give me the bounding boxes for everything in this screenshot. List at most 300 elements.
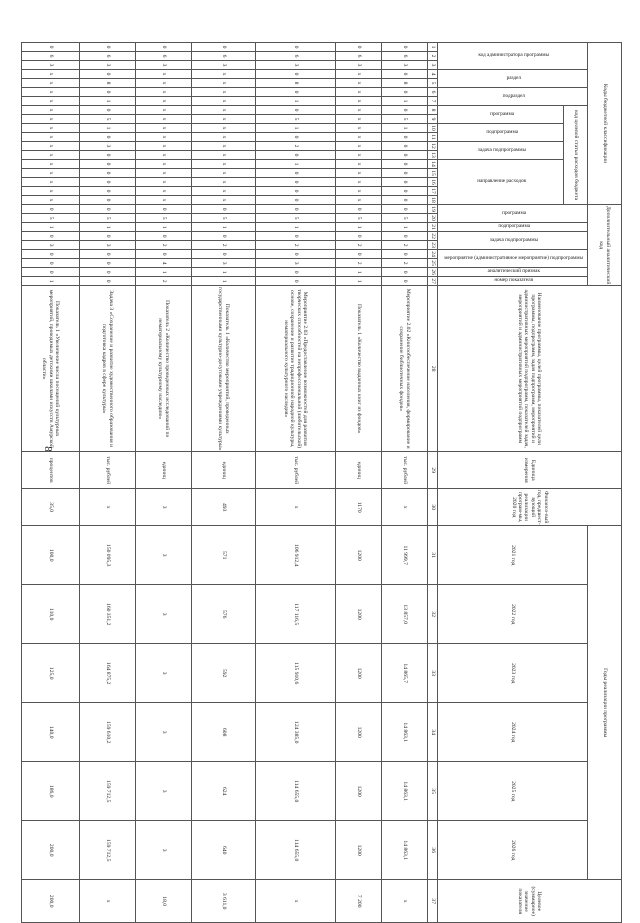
code-digit: x <box>22 88 80 97</box>
code-digit: x <box>136 124 192 133</box>
code-digit: 8 <box>382 79 428 88</box>
column-number: 18 <box>428 196 438 205</box>
rotated-page <box>41 42 622 916</box>
row-year-value: 3 <box>136 644 192 703</box>
code-digit: 2 <box>256 241 336 250</box>
code-digit: 3 <box>192 259 256 268</box>
code-digit: 0 <box>256 106 336 115</box>
code-digit: 0 <box>256 178 336 187</box>
code-digit: 1 <box>192 268 256 277</box>
code-digit: 2 <box>136 241 192 250</box>
column-numbers-row <box>428 43 438 923</box>
column-number: 15 <box>428 169 438 178</box>
row-final-value: x <box>256 880 336 923</box>
code-digit: x <box>336 133 382 142</box>
code-digit: 3 <box>256 259 336 268</box>
code-digit: x <box>336 97 382 106</box>
row-year-value: 1200 <box>336 703 382 762</box>
code-digit: 1 <box>80 124 136 133</box>
code-digit: x <box>136 106 192 115</box>
code-digit: 3 <box>80 142 136 151</box>
code-digit: 2 <box>192 241 256 250</box>
code-digit: 1 <box>80 223 136 232</box>
code-digit: 1 <box>256 124 336 133</box>
column-number: 31 <box>428 526 438 585</box>
row-name: Мероприятие 2.02 «Книгообеспечение населения, формирование и сохранение библиотечных фондов» <box>382 286 428 452</box>
code-digit: 1 <box>382 223 428 232</box>
code-digit: x <box>336 70 382 79</box>
code-digit: 5 <box>22 214 80 223</box>
row-year-value: 3 <box>136 762 192 821</box>
code-digit: 0 <box>256 151 336 160</box>
code-digit: 1 <box>256 160 336 169</box>
code-digit: 0 <box>382 151 428 160</box>
row-year-value: 1200 <box>336 526 382 585</box>
row-year-value: 100,0 <box>22 526 80 585</box>
column-number: 4 <box>428 70 438 79</box>
row-name: Задача 3 «Сохранение и развитие художественного образования и подготовка кадров в сфере культуры» <box>80 286 136 452</box>
code-digit: 0 <box>22 232 80 241</box>
code-digit: x <box>22 79 80 88</box>
code-digit: 0 <box>22 43 80 52</box>
code-digit: 0 <box>136 43 192 52</box>
code-digit: 3 <box>336 61 382 70</box>
code-digit: x <box>192 160 256 169</box>
code-digit: 0 <box>256 232 336 241</box>
column-number: 3 <box>428 61 438 70</box>
code-digit: 3 <box>136 61 192 70</box>
row-year-value: 640 <box>192 821 256 880</box>
code-digit: 6 <box>336 52 382 61</box>
code-digit: 0 <box>192 232 256 241</box>
code-digit: x <box>192 79 256 88</box>
name-column-header: Наименование программы, целей программы, показателей цели программы, подпрограмм, задач подпрограмм, мероприятий и административных мероприятий подпрограмм, показателей задач, мероприятий и административных мероприятий подпрограмм <box>438 286 622 452</box>
code-digit: x <box>136 97 192 106</box>
column-number: 28 <box>428 286 438 452</box>
row-year-value: 14 865,7 <box>382 644 428 703</box>
code-digit: 4 <box>136 259 192 268</box>
code-digit: 1 <box>256 97 336 106</box>
column-number: 11 <box>428 133 438 142</box>
code-digit: x <box>22 169 80 178</box>
code-digit: 5 <box>336 214 382 223</box>
code-digit: 2 <box>382 241 428 250</box>
column-number: 36 <box>428 821 438 880</box>
code-digit: x <box>22 142 80 151</box>
row-unit: единиц <box>136 452 192 489</box>
code-digit: 0 <box>256 250 336 259</box>
code-digit: x <box>136 178 192 187</box>
code-digit: 5 <box>80 214 136 223</box>
row-year-value: 186,0 <box>22 762 80 821</box>
code-digit: 3 <box>22 241 80 250</box>
row-year-value: 110,0 <box>22 585 80 644</box>
column-number: 21 <box>428 223 438 232</box>
year-2022-header: 2022 год <box>438 585 588 644</box>
row-year-value: 114 655,0 <box>256 821 336 880</box>
code-digit: x <box>336 124 382 133</box>
code-digit: 0 <box>382 196 428 205</box>
column-number: 1 <box>428 43 438 52</box>
code-digit: x <box>136 169 192 178</box>
row-year-value: 624 <box>192 762 256 821</box>
code-digit: x <box>336 142 382 151</box>
code-digit: 2 <box>336 241 382 250</box>
code-digit: x <box>192 70 256 79</box>
expense-direction-header: направление расходов <box>477 178 527 185</box>
row-year-value: 1200 <box>336 762 382 821</box>
row-year-value: 159 712,5 <box>80 821 136 880</box>
column-number: 37 <box>428 880 438 923</box>
column-number: 24 <box>428 250 438 259</box>
column-number: 5 <box>428 79 438 88</box>
column-number: 29 <box>428 452 438 489</box>
code-digit: 0 <box>80 232 136 241</box>
code-digit: x <box>336 196 382 205</box>
column-number: 23 <box>428 241 438 250</box>
code-digit: x <box>192 97 256 106</box>
final-value-column-header: Целевое (суммарное) значение показателя <box>438 880 622 923</box>
code-digit: x <box>192 169 256 178</box>
code-digit: 0 <box>256 88 336 97</box>
column-number: 7 <box>428 97 438 106</box>
code-digit: 0 <box>382 268 428 277</box>
code-digit: 0 <box>382 277 428 286</box>
column-number: 35 <box>428 762 438 821</box>
code-digit: 0 <box>80 250 136 259</box>
table-row <box>382 43 428 923</box>
code-digit: x <box>336 115 382 124</box>
code-digit: x <box>22 106 80 115</box>
year-2025-header: 2025 год <box>438 762 588 821</box>
row-unit: тыс. рублей <box>80 452 136 489</box>
code-digit: 0 <box>80 43 136 52</box>
code-digit: 0 <box>336 205 382 214</box>
unit-column-header: Единица измерения <box>438 452 622 489</box>
code-digit: x <box>192 187 256 196</box>
code-digit: x <box>336 160 382 169</box>
code-digit: 0 <box>256 187 336 196</box>
row-base-value: 1170 <box>336 489 382 526</box>
code-digit: 5 <box>80 115 136 124</box>
code-digit: 8 <box>256 79 336 88</box>
code-digit: 0 <box>382 187 428 196</box>
column-number: 13 <box>428 151 438 160</box>
code-digit: 0 <box>80 277 136 286</box>
code-digit: 0 <box>80 88 136 97</box>
code-digit: 0 <box>80 178 136 187</box>
code-digit: x <box>336 79 382 88</box>
code-digit: x <box>136 133 192 142</box>
row-year-value: 200,0 <box>22 821 80 880</box>
code-digit: 0 <box>80 151 136 160</box>
column-number: 30 <box>428 489 438 526</box>
column-number: 22 <box>428 232 438 241</box>
row-year-value: 11 999,7 <box>382 526 428 585</box>
code-digit: x <box>336 151 382 160</box>
code-digit: 3 <box>192 61 256 70</box>
code-digit: 0 <box>80 133 136 142</box>
analytic-event-header: мероприятие (административное мероприятие) подпрограммы <box>444 254 584 261</box>
code-digit: 0 <box>256 43 336 52</box>
page-number: 8 <box>42 446 54 452</box>
code-digit: 2 <box>382 259 428 268</box>
row-name: Показатель 2 «Количество проведенных исследований по нематериальному культурному наследию» <box>136 286 192 452</box>
program-code-header: программа <box>489 110 514 117</box>
code-digit: 0 <box>256 268 336 277</box>
code-digit: 1 <box>336 223 382 232</box>
code-digit: 1 <box>382 97 428 106</box>
code-digit: 5 <box>136 214 192 223</box>
row-year-value: 3 <box>136 703 192 762</box>
program-table <box>21 42 622 923</box>
row-final-value: x <box>382 880 428 923</box>
row-year-value: 115 910,6 <box>256 644 336 703</box>
code-digit: x <box>336 178 382 187</box>
code-digit: 3 <box>80 61 136 70</box>
row-base-value: x <box>80 489 136 526</box>
code-digit: x <box>136 79 192 88</box>
code-digit: 0 <box>80 160 136 169</box>
year-2026-header: 2026 год <box>438 821 588 880</box>
analytic-task-header: задача подпрограммы <box>489 236 538 243</box>
code-digit: 0 <box>192 250 256 259</box>
row-year-value: 13 857,0 <box>382 585 428 644</box>
column-number: 34 <box>428 703 438 762</box>
code-digit: 0 <box>336 250 382 259</box>
code-digit: 0 <box>382 160 428 169</box>
code-digit: 6 <box>382 52 428 61</box>
code-digit: 0 <box>256 196 336 205</box>
row-base-value: x <box>382 489 428 526</box>
code-digit: x <box>192 151 256 160</box>
code-digit: x <box>336 169 382 178</box>
code-digit: x <box>136 88 192 97</box>
table-row <box>136 43 192 923</box>
code-digit: 0 <box>80 259 136 268</box>
column-number: 9 <box>428 115 438 124</box>
code-digit: 5 <box>192 214 256 223</box>
year-2023-header: 2023 год <box>438 644 588 703</box>
base-year-column-header: Финансо-вый год, предшест-вующий реализации програм-мы, 2020 год <box>438 489 622 526</box>
row-base-value: 35,0 <box>22 489 80 526</box>
code-digit: 1 <box>192 277 256 286</box>
row-base-value: 3 <box>136 489 192 526</box>
code-digit: x <box>22 124 80 133</box>
row-year-value: 164 875,2 <box>80 644 136 703</box>
code-digit: x <box>192 178 256 187</box>
column-number: 8 <box>428 106 438 115</box>
code-digit: 0 <box>382 169 428 178</box>
code-digit: x <box>136 196 192 205</box>
column-number: 6 <box>428 88 438 97</box>
code-digit: 0 <box>256 205 336 214</box>
code-digit: 0 <box>80 70 136 79</box>
code-digit: 6 <box>136 52 192 61</box>
analytic-code-header: Дополнительный аналитический код <box>588 205 622 286</box>
code-digit: 2 <box>136 277 192 286</box>
analytic-subprogram-header: подпрограмма <box>497 223 530 230</box>
row-base-value: 493 <box>192 489 256 526</box>
row-year-value: 159 610,2 <box>80 703 136 762</box>
code-digit: 5 <box>256 214 336 223</box>
column-number: 19 <box>428 205 438 214</box>
row-year-value: 3 <box>136 585 192 644</box>
column-number: 2 <box>428 52 438 61</box>
code-digit: x <box>22 196 80 205</box>
code-digit: 0 <box>192 43 256 52</box>
row-final-value: 18,0 <box>136 880 192 923</box>
code-digit: x <box>22 97 80 106</box>
indicator-number-header: номер показателя <box>494 277 534 284</box>
row-year-value: 592 <box>192 644 256 703</box>
row-year-value: 114 655,0 <box>256 762 336 821</box>
row-year-value: 3 <box>136 821 192 880</box>
code-digit: 0 <box>256 169 336 178</box>
code-digit: 1 <box>192 223 256 232</box>
code-digit: 0 <box>382 43 428 52</box>
column-number: 10 <box>428 124 438 133</box>
code-digit: x <box>22 178 80 187</box>
table-row <box>192 43 256 923</box>
code-digit: x <box>192 124 256 133</box>
code-digit: 0 <box>382 142 428 151</box>
code-digit: 0 <box>22 205 80 214</box>
row-year-value: 1200 <box>336 585 382 644</box>
code-digit: x <box>192 115 256 124</box>
code-digit: x <box>136 142 192 151</box>
code-digit: 5 <box>382 115 428 124</box>
column-number: 12 <box>428 142 438 151</box>
code-digit: x <box>136 160 192 169</box>
row-year-value: 608 <box>192 703 256 762</box>
code-digit: x <box>22 70 80 79</box>
code-digit: 0 <box>80 187 136 196</box>
code-digit: 0 <box>136 205 192 214</box>
year-2021-header: 2021 год <box>438 526 588 585</box>
section-header: раздел <box>506 74 521 81</box>
row-year-value: 14 863,1 <box>382 762 428 821</box>
code-digit: 0 <box>336 232 382 241</box>
admin-code-header: код администратора программы <box>478 52 550 59</box>
analytic-program-header: программа <box>501 209 526 216</box>
code-digit: 3 <box>22 61 80 70</box>
row-unit: тыс. рублей <box>382 452 428 489</box>
row-year-value: 140,0 <box>22 703 80 762</box>
budget-codes-header: Коды бюджетной классификации <box>588 43 622 205</box>
row-year-value: 150 095,3 <box>80 526 136 585</box>
code-digit: x <box>192 196 256 205</box>
code-digit: 0 <box>256 133 336 142</box>
code-digit: x <box>22 160 80 169</box>
code-digit: 0 <box>136 250 192 259</box>
table-row <box>22 43 80 923</box>
code-digit: 0 <box>22 268 80 277</box>
code-digit: x <box>136 151 192 160</box>
code-digit: x <box>336 88 382 97</box>
row-year-value: 576 <box>192 585 256 644</box>
code-digit: 3 <box>256 61 336 70</box>
row-name: Показатель 1 «Количество выданных книг из фондов» <box>336 286 382 452</box>
code-digit: 1 <box>382 124 428 133</box>
code-digit: 0 <box>80 205 136 214</box>
row-year-value: 571 <box>192 526 256 585</box>
column-number: 33 <box>428 644 438 703</box>
code-digit: 0 <box>136 232 192 241</box>
code-digit: x <box>192 106 256 115</box>
code-digit: 0 <box>192 205 256 214</box>
code-digit: 0 <box>382 133 428 142</box>
analytic-sign-header: аналитический признак <box>487 268 540 275</box>
column-number: 25 <box>428 259 438 268</box>
row-final-value: x <box>80 880 136 923</box>
code-digit: 0 <box>382 70 428 79</box>
row-year-value: 125,0 <box>22 644 80 703</box>
code-digit: x <box>192 88 256 97</box>
code-digit: 6 <box>256 52 336 61</box>
column-number: 27 <box>428 277 438 286</box>
code-digit: x <box>22 115 80 124</box>
row-name: Показатель 1 «Количество мероприятий, проведенных государственными культурно-досуговыми учреждениями культуры» <box>192 286 256 452</box>
code-digit: x <box>192 142 256 151</box>
code-digit: 2 <box>256 142 336 151</box>
code-digit: 1 <box>80 97 136 106</box>
code-digit: x <box>136 70 192 79</box>
years-group-header: Годы реализации программы <box>588 526 622 880</box>
code-digit: 0 <box>80 106 136 115</box>
row-final-value: 7 200 <box>336 880 382 923</box>
code-digit: 6 <box>192 52 256 61</box>
row-year-value: 160 351,2 <box>80 585 136 644</box>
code-digit: x <box>22 151 80 160</box>
code-digit: x <box>136 187 192 196</box>
code-digit: 0 <box>22 259 80 268</box>
table-row <box>80 43 136 923</box>
row-year-value: 159 712,5 <box>80 762 136 821</box>
column-number: 26 <box>428 268 438 277</box>
code-digit: 0 <box>382 178 428 187</box>
code-digit: 0 <box>80 268 136 277</box>
column-number: 14 <box>428 160 438 169</box>
row-year-value: 117 116,5 <box>256 585 336 644</box>
code-digit: 0 <box>382 88 428 97</box>
table-row <box>256 43 336 923</box>
column-number: 16 <box>428 178 438 187</box>
row-year-value: 1200 <box>336 821 382 880</box>
table-row <box>336 43 382 923</box>
row-unit: единиц <box>336 452 382 489</box>
row-year-value: 106 912,4 <box>256 526 336 585</box>
code-digit: x <box>22 187 80 196</box>
code-digit: 0 <box>336 43 382 52</box>
code-digit: 3 <box>382 61 428 70</box>
code-digit: 5 <box>256 115 336 124</box>
column-number: 20 <box>428 214 438 223</box>
code-digit: 0 <box>80 169 136 178</box>
row-name: Мероприятие 2.03 «Предоставление возможностей для развития творческих способностей на непрофессиональной (любительской) основе, сохранение и развитие традиционной народной культуры, нематериального культурного наследия» <box>256 286 336 452</box>
column-number: 17 <box>428 187 438 196</box>
code-digit: 1 <box>136 268 192 277</box>
row-unit: единиц <box>192 452 256 489</box>
row-base-value: x <box>256 489 336 526</box>
code-digit: 0 <box>382 205 428 214</box>
code-digit: x <box>336 187 382 196</box>
code-digit: 1 <box>22 277 80 286</box>
code-digit: 8 <box>80 79 136 88</box>
code-digit: 1 <box>256 223 336 232</box>
code-digit: 1 <box>336 268 382 277</box>
code-digit: 0 <box>80 196 136 205</box>
